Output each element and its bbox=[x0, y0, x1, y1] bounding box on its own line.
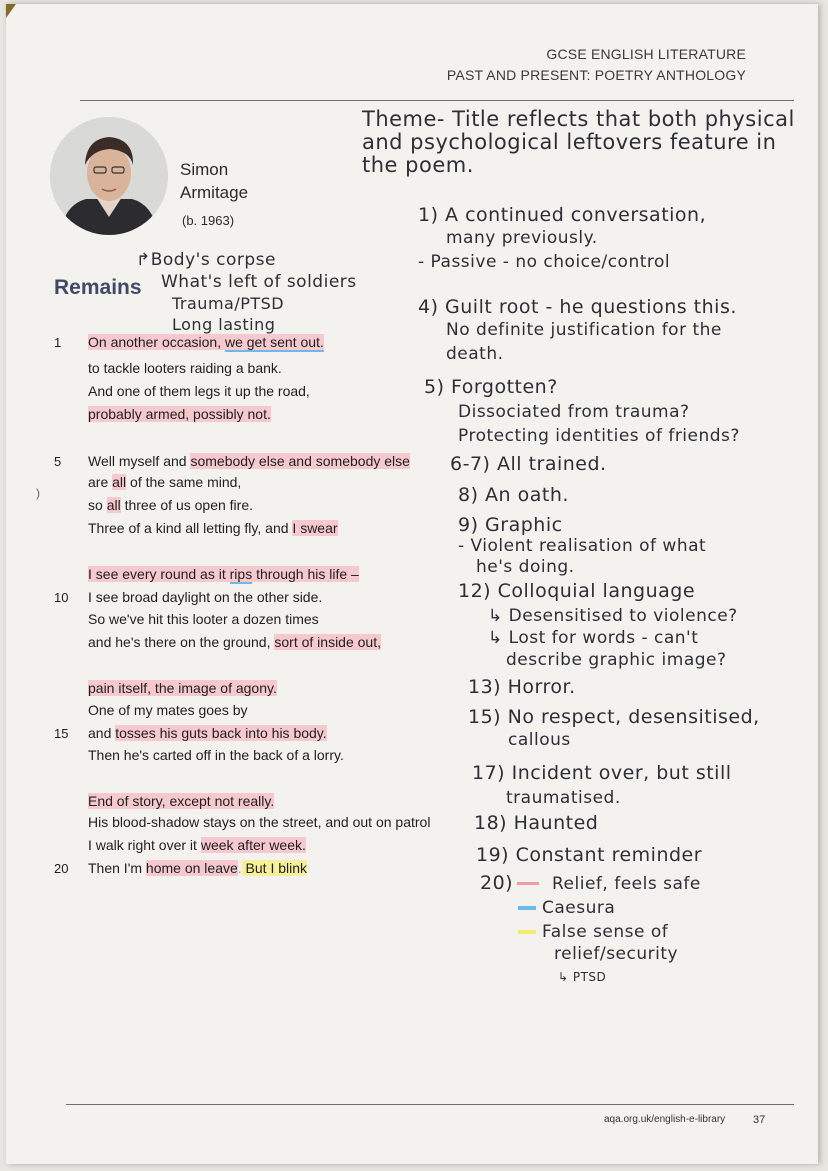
footer-url[interactable]: aqa.org.uk/english-e-library bbox=[604, 1114, 726, 1125]
title-note-trauma: Trauma/PTSD bbox=[172, 294, 285, 313]
bottom-rule bbox=[66, 1104, 794, 1105]
poem-segment: His blood-shadow stays on the street, and out on patrol bbox=[88, 814, 431, 830]
poem-segment: On another occasion, bbox=[88, 334, 225, 350]
poem-line bbox=[88, 520, 338, 536]
poem-line bbox=[88, 680, 277, 696]
poem-line bbox=[88, 814, 430, 830]
note-4c: death. bbox=[446, 344, 504, 364]
note-1c: - Passive - no choice/control bbox=[418, 252, 671, 272]
blue-key-dash bbox=[518, 906, 536, 910]
portrait-icon bbox=[50, 117, 168, 235]
note-1b: many previously. bbox=[446, 228, 598, 248]
poem-segment: probably armed, possibly not. bbox=[88, 406, 271, 422]
line-number: 1 bbox=[54, 335, 62, 350]
note-19: 19) Constant reminder bbox=[476, 844, 703, 866]
poem-segment: tosses his guts back into his body. bbox=[115, 725, 327, 741]
note-17b: traumatised. bbox=[506, 788, 621, 808]
poem-segment: to tackle looters raiding a bank. bbox=[88, 360, 282, 376]
note-20b: Relief, feels safe bbox=[552, 874, 701, 894]
poem-title: Remains bbox=[54, 276, 142, 299]
poem-segment: Then he's carted off in the back of a lorry. bbox=[88, 747, 344, 763]
poem-line bbox=[88, 747, 344, 763]
poem-segment: all bbox=[106, 497, 121, 513]
poem-segment: Three of a kind all letting fly, and bbox=[88, 520, 293, 536]
corner-fold bbox=[6, 4, 16, 18]
note-9a: 9) Graphic bbox=[458, 514, 563, 536]
note-17a: 17) Incident over, but still bbox=[472, 762, 732, 784]
poem-line bbox=[88, 589, 322, 605]
poem-line bbox=[88, 334, 324, 350]
poem-segment: somebody else and somebody else bbox=[190, 453, 410, 469]
author-dates: (b. 1963) bbox=[182, 213, 235, 228]
poem-segment: I walk right over it bbox=[88, 837, 201, 853]
yellow-key-dash bbox=[518, 930, 536, 934]
poem-line bbox=[88, 793, 274, 809]
poem-segment: I swear bbox=[292, 520, 338, 536]
poem-line bbox=[88, 360, 282, 376]
note-1a: 1) A continued conversation, bbox=[418, 204, 707, 226]
poem-segment: and he's there on the ground, bbox=[88, 634, 275, 650]
top-rule bbox=[80, 100, 794, 101]
header-anthology: PAST AND PRESENT: POETRY ANTHOLOGY bbox=[446, 67, 746, 83]
line-number: 20 bbox=[54, 861, 69, 876]
note-20e: relief/security bbox=[554, 944, 679, 964]
page bbox=[6, 4, 818, 1164]
poem-line bbox=[88, 497, 253, 513]
poem-segment: home on leave bbox=[145, 860, 238, 876]
note-20a: 20) bbox=[480, 872, 514, 894]
author-name bbox=[180, 158, 248, 204]
line-number: 10 bbox=[54, 590, 69, 605]
poem-segment: and bbox=[88, 725, 116, 741]
poem-line bbox=[88, 566, 359, 582]
note-12b: ↳ Desensitised to violence? bbox=[488, 606, 738, 626]
poem-segment: One of my mates goes by bbox=[88, 702, 248, 718]
poem-segment: rips bbox=[229, 566, 253, 582]
poem-segment: so bbox=[88, 497, 107, 513]
poem-line bbox=[88, 406, 271, 422]
poem-segment: And one of them legs it up the road, bbox=[88, 383, 310, 399]
poem-segment: I see every round as it bbox=[88, 566, 230, 582]
note-18: 18) Haunted bbox=[474, 812, 599, 834]
poem-segment: through his life – bbox=[252, 566, 359, 582]
poem-segment: End of story, except not really. bbox=[88, 793, 275, 809]
note-12d: describe graphic image? bbox=[506, 650, 727, 670]
poem-line bbox=[88, 383, 310, 399]
author-first-name: Simon bbox=[180, 160, 229, 179]
note-12a: 12) Colloquial language bbox=[458, 580, 696, 602]
author-portrait bbox=[50, 117, 168, 235]
note-20d-row bbox=[518, 922, 668, 942]
title-note-soldiers: What's left of soldiers bbox=[161, 272, 357, 292]
margin-mark: ) bbox=[36, 486, 40, 500]
poem-line bbox=[88, 453, 410, 469]
poem-line bbox=[88, 634, 381, 650]
poem-segment: of the same mind, bbox=[126, 474, 242, 490]
poem-line bbox=[88, 725, 327, 741]
note-9c: he's doing. bbox=[476, 557, 575, 577]
poem-line bbox=[88, 837, 306, 853]
note-6-7: 6-7) All trained. bbox=[450, 453, 607, 475]
note-20f: ↳ PTSD bbox=[558, 970, 607, 984]
author-last-name: Armitage bbox=[180, 183, 249, 202]
note-13: 13) Horror. bbox=[468, 676, 576, 698]
poem-segment: I see broad daylight on the other side. bbox=[88, 589, 323, 605]
title-note-long-lasting: Long lasting bbox=[172, 315, 276, 334]
note-5c: Protecting identities of friends? bbox=[458, 426, 740, 446]
note-4b: No definite justification for the bbox=[446, 320, 722, 340]
poem-segment: all bbox=[112, 474, 127, 490]
note-20c: Caesura bbox=[542, 898, 616, 918]
note-15b: callous bbox=[508, 730, 571, 750]
poem-segment: pain itself, the image of agony. bbox=[88, 680, 277, 696]
poem-segment: . bbox=[237, 860, 242, 876]
note-12c: ↳ Lost for words - can't bbox=[488, 628, 699, 648]
note-20d: False sense of bbox=[542, 922, 669, 942]
poem-segment: So we've hit this looter a dozen times bbox=[88, 611, 319, 627]
poem-segment: week after week. bbox=[200, 837, 306, 853]
poem-segment: three of us open fire. bbox=[120, 497, 254, 513]
poem-line bbox=[88, 860, 307, 876]
note-9b: - Violent realisation of what bbox=[458, 536, 707, 556]
note-8: 8) An oath. bbox=[458, 484, 569, 506]
header-subject: GCSE ENGLISH LITERATURE bbox=[546, 46, 746, 62]
title-note-corpse: ↱Body's corpse bbox=[136, 250, 276, 270]
note-4a: 4) Guilt root - he questions this. bbox=[418, 296, 737, 318]
poem-line bbox=[88, 474, 241, 490]
page-number: 37 bbox=[753, 1114, 766, 1126]
poem-segment: sort of inside out, bbox=[274, 634, 381, 650]
line-number: 15 bbox=[54, 726, 69, 741]
line-number: 5 bbox=[54, 454, 62, 469]
pink-key-dash bbox=[517, 882, 539, 885]
theme-note: Theme- Title reflects that both physical and psychological leftovers feature in the poem. bbox=[362, 107, 795, 177]
note-5a: 5) Forgotten? bbox=[424, 376, 558, 398]
note-20-label bbox=[480, 872, 543, 894]
poem-segment: are bbox=[88, 474, 113, 490]
note-5b: Dissociated from trauma? bbox=[458, 402, 690, 422]
poem-segment: Well myself and bbox=[88, 453, 191, 469]
poem-segment: But I blink bbox=[241, 860, 308, 876]
poem-segment: we get sent out. bbox=[224, 334, 324, 350]
note-20c-row bbox=[518, 898, 615, 918]
poem-segment: Then I'm bbox=[88, 860, 146, 876]
poem-line bbox=[88, 702, 248, 718]
poem-line bbox=[88, 611, 319, 627]
note-15a: 15) No respect, desensitised, bbox=[468, 706, 760, 728]
